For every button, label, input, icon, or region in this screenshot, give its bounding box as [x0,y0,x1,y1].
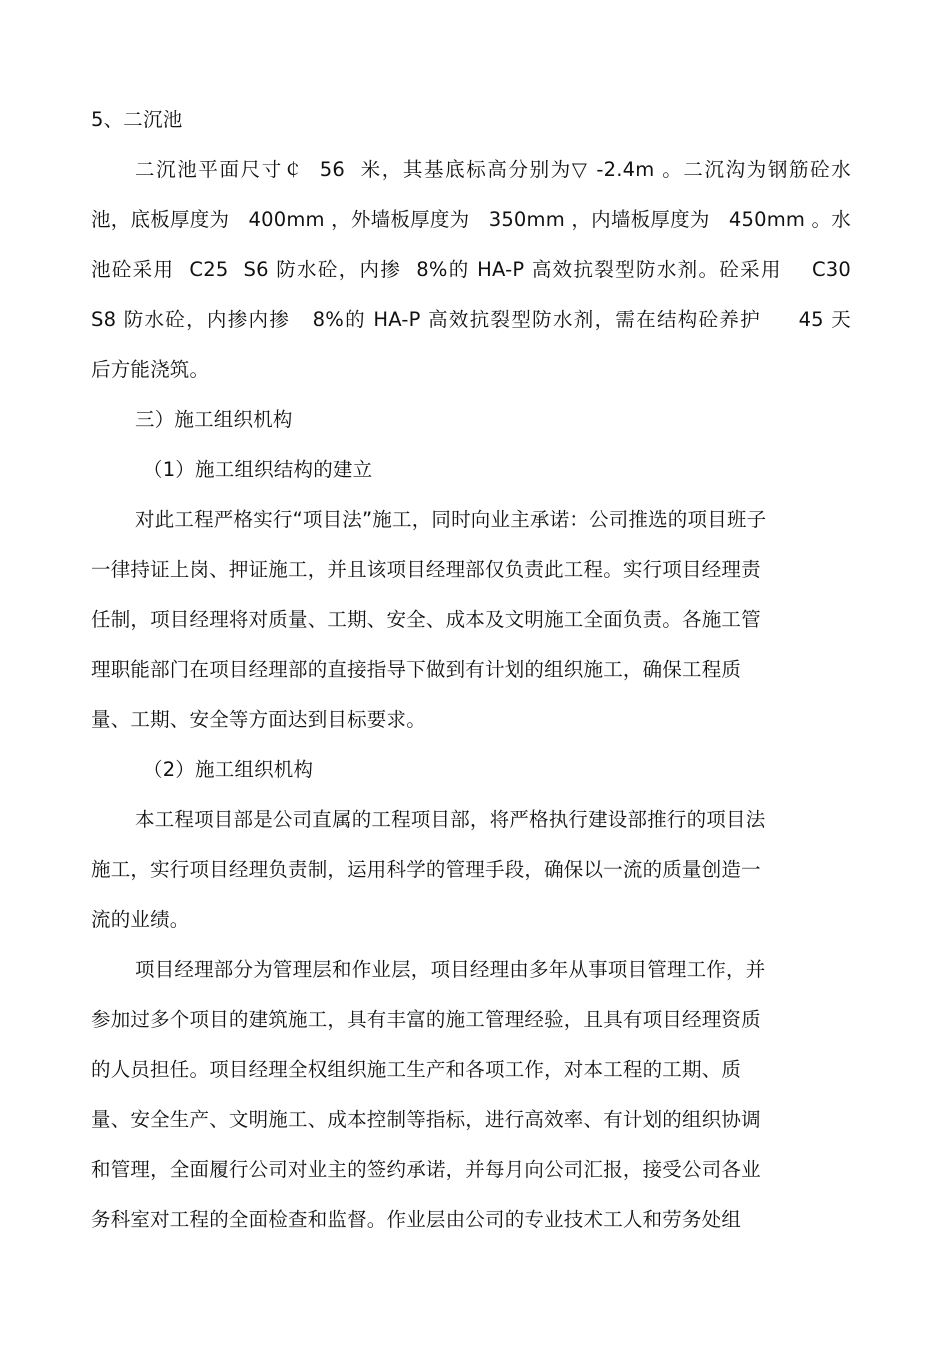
section-heading-organization: 三）施工组织机构 [135,408,293,431]
paragraph-line: 参加过多个项目的建筑施工，具有丰富的施工管理经验，且具有项目经理资质 [91,1008,761,1031]
paragraph-line: 施工，实行项目经理负责制，运用科学的管理手段，确保以一流的质量创造一 [91,858,761,881]
paragraph-line: 量、安全生产、文明施工、成本控制等指标，进行高效率、有计划的组织协调 [91,1108,761,1131]
paragraph-line: 本工程项目部是公司直属的工程项目部，将严格执行建设部推行的项目法 [135,808,766,831]
paragraph-line: 对此工程严格实行“项目法”施工，同时向业主承诺：公司推选的项目班子 [135,508,767,531]
paragraph-line: 流的业绩。 [91,908,190,931]
paragraph-line: S8 防水砼，内掺内掺 8%的 HA-P 高效抗裂型防水剂，需在结构砼养护 45 天 [91,308,851,331]
subsection-heading-1: （1）施工组织结构的建立 [143,458,373,481]
paragraph-line: 项目经理部分为管理层和作业层，项目经理由多年从事项目管理工作，并 [135,958,766,981]
paragraph-line: 的人员担任。项目经理全权组织施工生产和各项工作，对本工程的工期、质 [91,1058,742,1081]
paragraph-line: 池砼采用 C25 S6 防水砼，内掺 8%的 HA-P 高效抗裂型防水剂。砼采用 C30 [91,258,851,281]
section-heading-secondary-clarifier: 5、二沉池 [91,108,183,131]
paragraph-line: 理职能部门在项目经理部的直接指导下做到有计划的组织施工，确保工程质 [91,658,742,681]
paragraph-line: 和管理，全面履行公司对业主的签约承诺，并每月向公司汇报，接受公司各业 [91,1158,761,1181]
paragraph-line: 务科室对工程的全面检查和监督。作业层由公司的专业技术工人和劳务处组 [91,1208,742,1231]
paragraph-line: 后方能浇筑。 [91,358,210,381]
paragraph-line: 池，底板厚度为 400mm ，外墙板厚度为 350mm ，内墙板厚度为 450mm 。水 [91,208,851,231]
paragraph-line: 量、工期、安全等方面达到目标要求。 [91,708,426,731]
paragraph-line: 一律持证上岗、押证施工，并且该项目经理部仅负责此工程。实行项目经理责 [91,558,761,581]
subsection-heading-2: （2）施工组织机构 [143,758,314,781]
paragraph-line: 二沉池平面尺寸￠ 56 米，其基底标高分别为▽ -2.4m 。二沉沟为钢筋砼水 [135,158,851,181]
paragraph-line: 任制，项目经理将对质量、工期、安全、成本及文明施工全面负责。各施工管 [91,608,761,631]
